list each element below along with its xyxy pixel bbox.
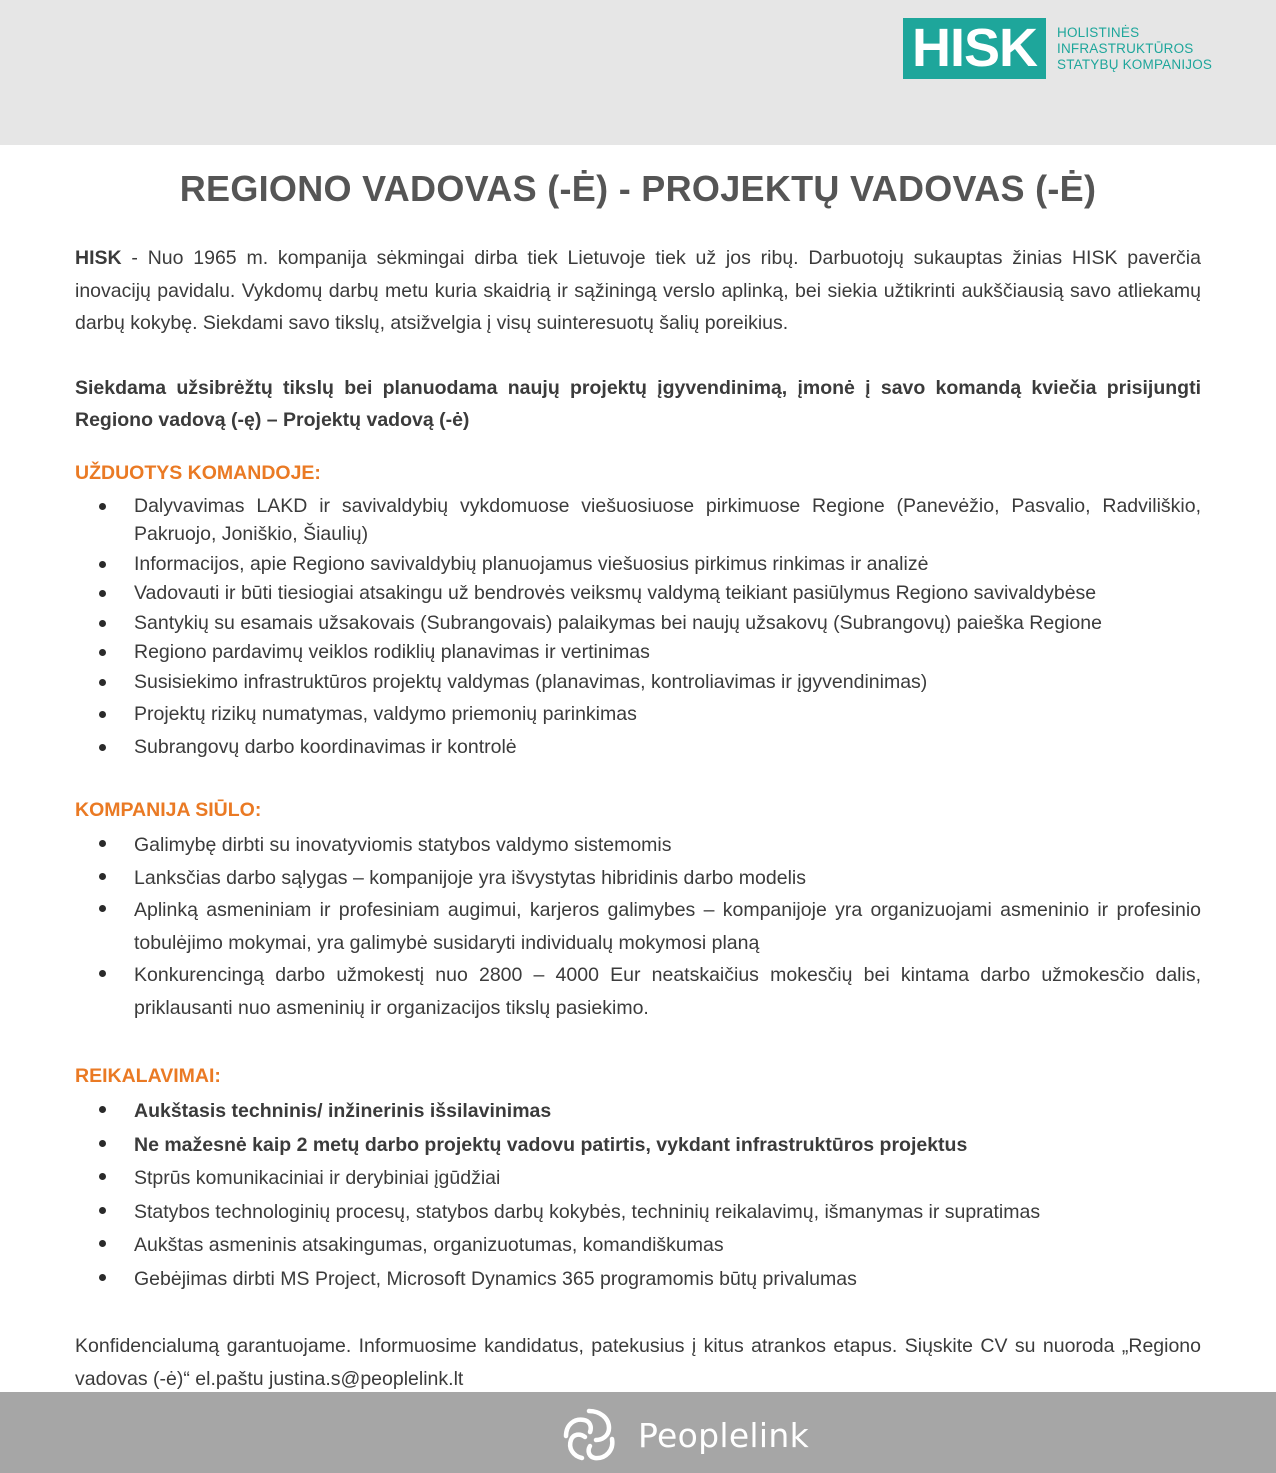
peoplelink-logo (560, 1406, 809, 1464)
list-item: Konkurencingą darbo užmokestį nuo 2800 – 4000 Eur neatskaičius mokesčių bei kintama darbo užmokesčio dalis, priklausanti nuo asmeninių ir organizacijos tikslų pasiekimo. (75, 959, 1201, 1024)
list-item: Gebėjimas dirbti MS Project, Microsoft Dynamics 365 programomis būtų privalumas (75, 1263, 1201, 1297)
company-name: HISK (75, 247, 122, 269)
offers-heading: KOMPANIJA SIŪLO: (75, 799, 262, 821)
header-band (0, 0, 1276, 145)
list-item: Subrangovų darbo koordinavimas ir kontrolė (75, 733, 1201, 762)
list-item: Regiono pardavimų veiklos rodiklių planavimas ir vertinimas (75, 638, 1201, 667)
list-item: Susisiekimo infrastruktūros projektų valdymas (planavimas, kontroliavimas ir įgyvendinimas) (75, 668, 1201, 697)
requirements-heading: REIKALAVIMAI: (75, 1065, 221, 1087)
footer-band (0, 1392, 1276, 1473)
list-item: Dalyvavimas LAKD ir savivaldybių vykdomuose viešuosiuose pirkimuose Regione (Panevėžio, Pasvalio, Radviliškio, Pakruojo, Joniškio, Šiaulių) (75, 492, 1201, 549)
tasks-list (75, 492, 1201, 762)
logo-sub-line: INFRASTRUKTŪROS (1057, 40, 1194, 56)
list-item: Galimybę dirbti su inovatyviomis statybos valdymo sistemomis (75, 829, 1201, 862)
offers-list (75, 829, 1201, 1024)
job-ad-content (75, 165, 1201, 1395)
list-item: Statybos technologinių procesų, statybos darbų kokybės, techninių reikalavimų, išmanymas ir supratimas (75, 1196, 1201, 1230)
logo-sub-line: STATYBŲ KOMPANIJOS (1057, 56, 1213, 72)
requirements-section (75, 1062, 1201, 1296)
intro-text: - Nuo 1965 m. kompanija sėkmingai dirba tiek Lietuvoje tiek už jos ribų. Darbuotojų sukauptas žinias HISK paverčia inovacijų pavidalu. Vykdomų darbų metu kuria skaidrią ir sąžiningą verslo aplinką, bei siekia užtikrinti aukščiausią savo atliekamų darbų kokybę. Siekdami savo tikslų, atsižvelgia į visų suinteresuotų šalių poreikius. (75, 247, 1201, 334)
hisk-logo-mark: HISK (903, 18, 1046, 79)
hisk-logo-subtitle (1057, 25, 1212, 73)
list-item: Lanksčias darbo sąlygas – kompanijoje yra išvystytas hibridinis darbo modelis (75, 862, 1201, 895)
list-item: Ne mažesnė kaip 2 metų darbo projektų vadovu patirtis, vykdant infrastruktūros projektus (75, 1129, 1201, 1163)
list-item: Aukštas asmeninis atsakingumas, organizuotumas, komandiškumas (75, 1229, 1201, 1263)
peoplelink-wordmark: Peoplelink (638, 1415, 809, 1455)
requirements-list (75, 1095, 1201, 1296)
tasks-heading: UŽDUOTYS KOMANDOJE: (75, 461, 321, 484)
hisk-logo (903, 18, 1212, 79)
tasks-section (75, 459, 1201, 762)
list-item: Santykių su esamais užsakovais (Subrangovais) palaikymas bei naujų užsakovų (Subrangovų) paieška Regione (75, 609, 1201, 638)
intro-paragraph (75, 242, 1201, 340)
logo-sub-line: HOLISTINĖS (1057, 24, 1140, 40)
list-item: Aukštasis techninis/ inžinerinis išsilavinimas (75, 1095, 1201, 1129)
offers-section (75, 796, 1201, 1024)
list-item: Vadovauti ir būti tiesiogiai atsakingu už bendrovės veiksmų valdymą teikiant pasiūlymus Regiono savivaldybėse (75, 579, 1201, 608)
closing-paragraph: Konfidencialumą garantuojame. Informuosime kandidatus, patekusius į kitus atrankos etapus. Siųskite CV su nuoroda „Regiono vadovas (-ė)“ el.paštu justina.s@peoplelink.lt (75, 1335, 1201, 1390)
peoplelink-mark-icon (560, 1406, 618, 1464)
list-item: Stprūs komunikaciniai ir derybiniai įgūdžiai (75, 1162, 1201, 1196)
list-item: Projektų rizikų numatymas, valdymo priemonių parinkimas (75, 700, 1201, 729)
page-title: REGIONO VADOVAS (-Ė) - PROJEKTŲ VADOVAS (-Ė) (179, 168, 1097, 209)
invite-paragraph: Siekdama užsibrėžtų tikslų bei planuodama naujų projektų įgyvendinimą, įmonė į savo komandą kviečia prisijungti Regiono vadovą (-ę) – Projektų vadovą (-ė) (75, 376, 1201, 431)
list-item: Informacijos, apie Regiono savivaldybių planuojamus viešuosius pirkimus rinkimas ir analizė (75, 550, 1201, 579)
list-item: Aplinką asmeniniam ir profesiniam augimui, karjeros galimybes – kompanijoje yra organizuojami asmeninio ir profesinio tobulėjimo mokymai, yra galimybė susidaryti individualų mokymosi planą (75, 894, 1201, 959)
